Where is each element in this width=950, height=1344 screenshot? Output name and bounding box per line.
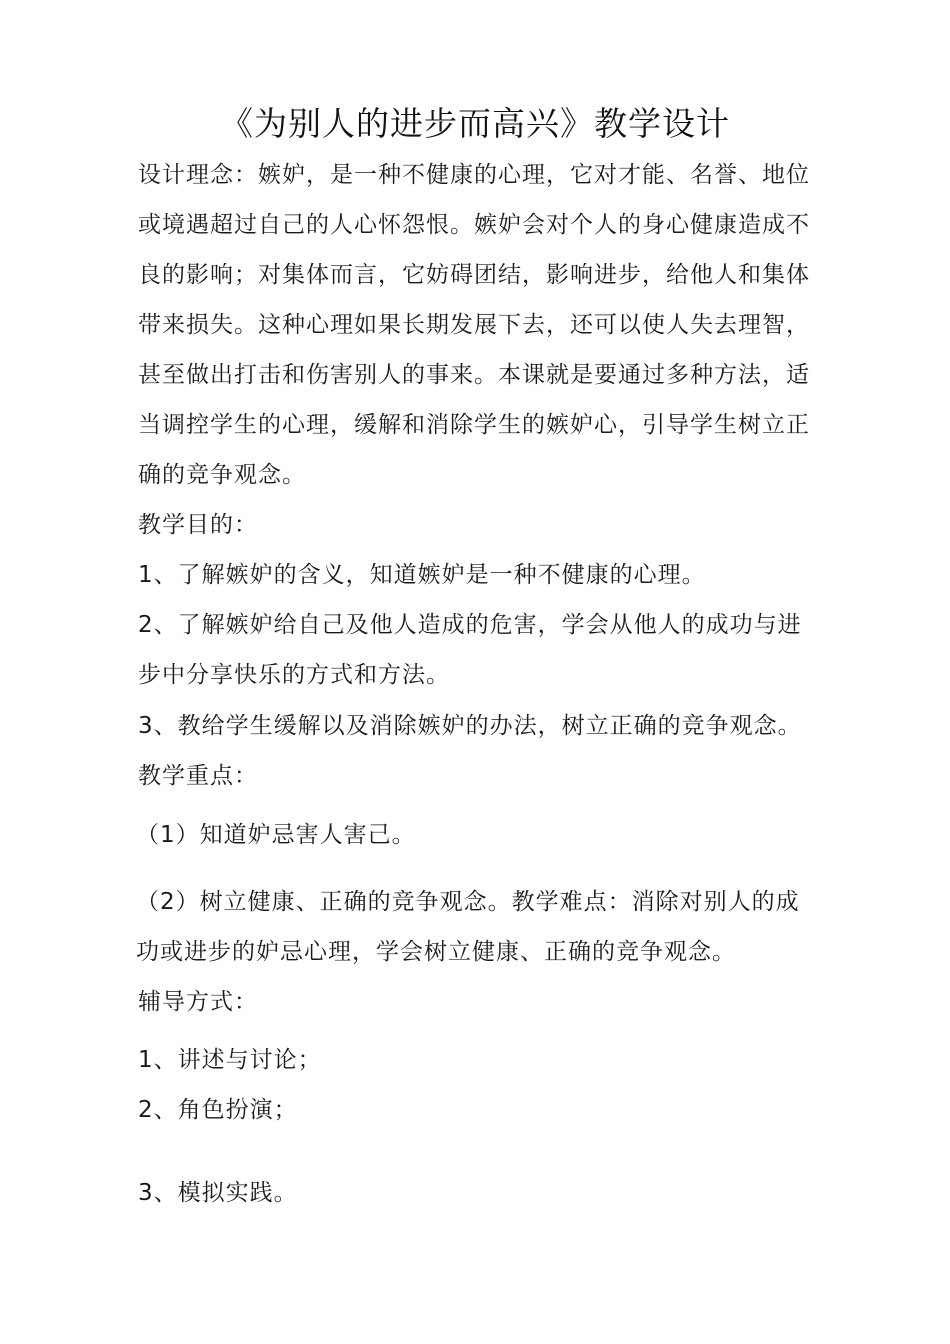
goals-heading: 教学目的： [138, 512, 258, 538]
methods-heading: 辅导方式： [138, 989, 258, 1015]
document-title: 《为别人的进步而高兴》教学设计 [220, 104, 730, 143]
goal-item-2: 2、了解嫉妒给自己及他人造成的危害，学会从他人的成功与进步中分享快乐的方式和方法。 [138, 612, 802, 688]
key-point-item-2: （2）树立健康、正确的竞争观念。教学难点：消除对别人的成功或进步的妒忌心理，学会树立健康、正确的竞争观念。 [136, 889, 800, 965]
key-points-heading: 教学重点： [138, 763, 258, 789]
method-item-2: 2、角色扮演； [138, 1097, 298, 1123]
key-point-item-1: （1）知道妒忌害人害己。 [136, 822, 416, 848]
goal-item-1: 1、了解嫉妒的含义，知道嫉妒是一种不健康的心理。 [138, 562, 706, 588]
method-item-3: 3、模拟实践。 [138, 1180, 298, 1206]
method-item-1: 1、讲述与讨论； [138, 1047, 322, 1073]
goal-item-3: 3、教给学生缓解以及消除嫉妒的办法，树立正确的竞争观念。 [138, 713, 802, 739]
design-concept-paragraph: 设计理念：嫉妒，是一种不健康的心理，它对才能、名誉、地位或境遇超过自己的人心怀怨恨。嫉妒会对个人的身心健康造成不良的影响；对集体而言，它妨碍团结，影响进步，给他人和集体带来损失。这种心理如果长期发展下去，还可以使人失去理智，甚至做出打击和伤害别人的事来。本课就是要通过多种方法，适当调控学生的心理，缓解和消除学生的嫉妒心，引导学生树立正确的竞争观念。 [138, 162, 810, 488]
